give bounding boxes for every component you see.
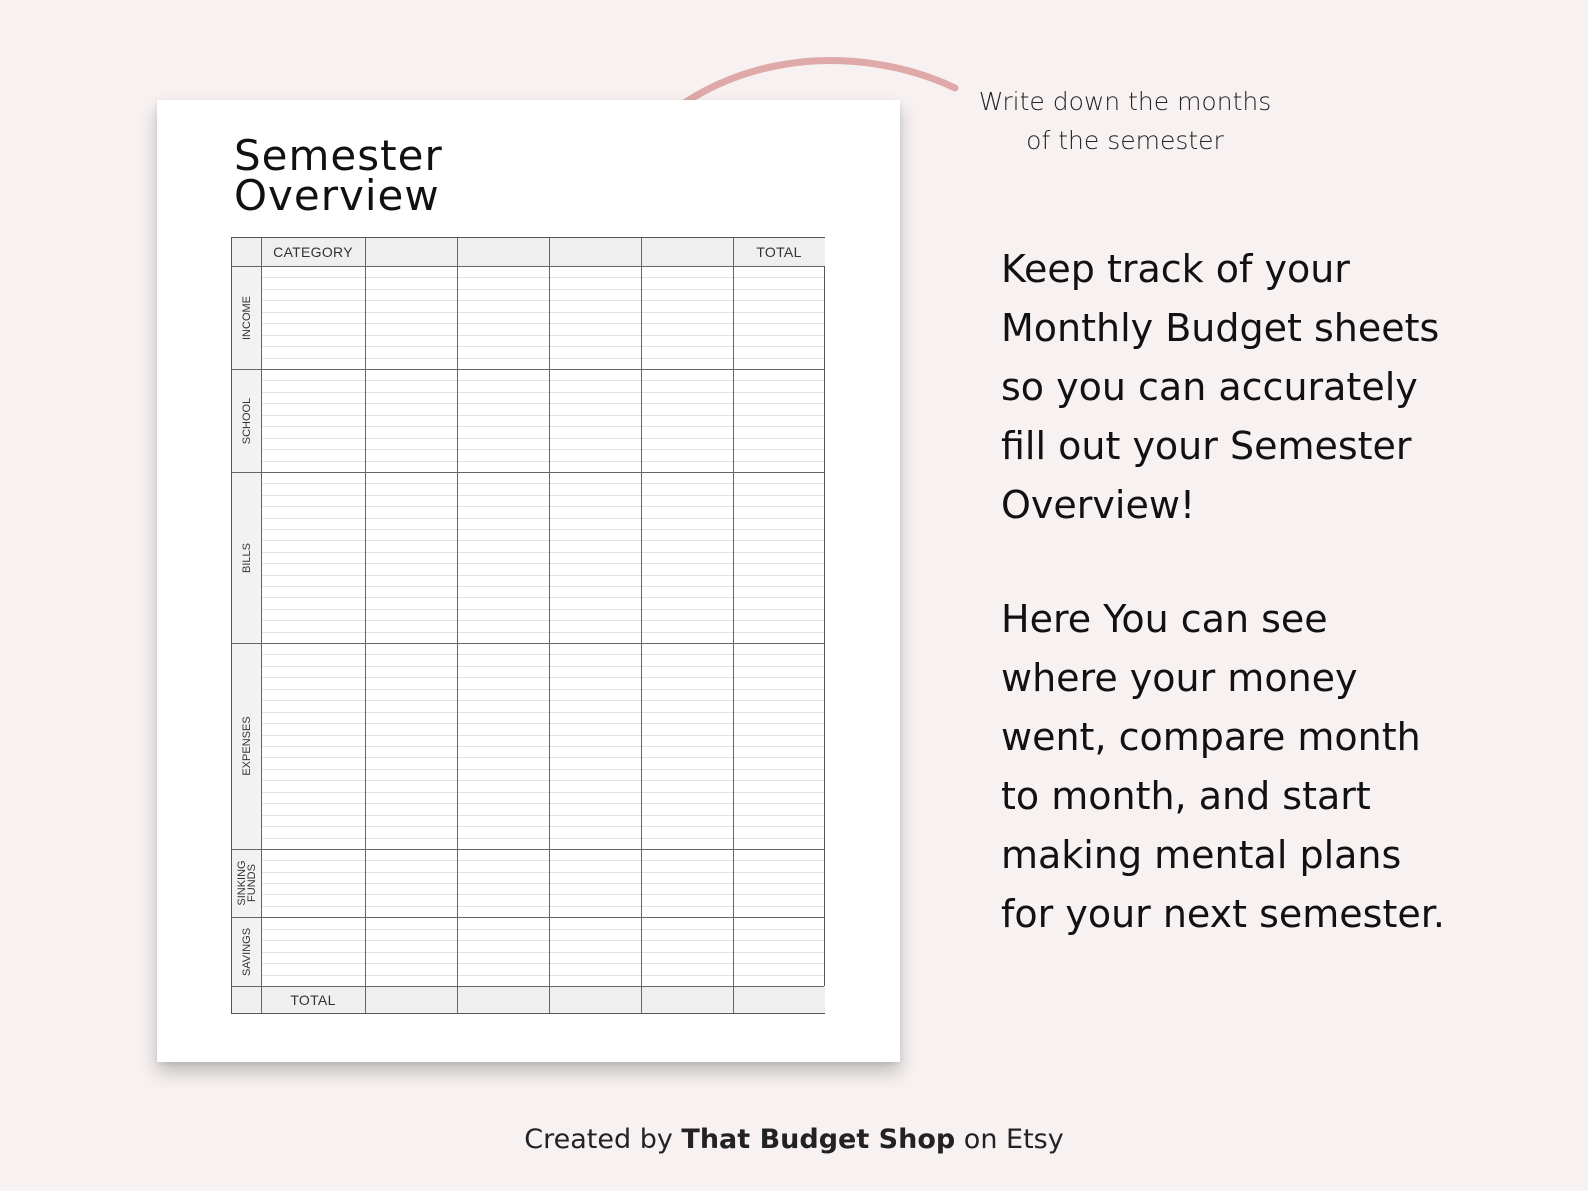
footer-total-label: TOTAL (290, 991, 336, 1008)
footer-cell (733, 986, 825, 1013)
credit-suffix: on Etsy (955, 1124, 1064, 1155)
row-line (261, 792, 824, 793)
row-line (261, 826, 824, 827)
row-line (261, 677, 824, 678)
header-category-label: CATEGORY (273, 244, 353, 260)
row-line (261, 277, 824, 278)
row-line (261, 358, 824, 359)
row-line (261, 860, 824, 861)
column-line (261, 238, 262, 1013)
row-line (261, 803, 824, 804)
row-line (261, 666, 824, 667)
worksheet-page (157, 100, 900, 1062)
row-line (261, 815, 824, 816)
footer-corner-cell (232, 986, 261, 1013)
row-line (261, 780, 824, 781)
row-line (261, 952, 824, 953)
column-line (365, 238, 366, 1013)
section-expenses-label: EXPENSES (240, 716, 253, 776)
footer-cell (457, 986, 549, 1013)
column-line (549, 238, 550, 1013)
credit-prefix: Created by (524, 1124, 682, 1155)
section-border (232, 986, 824, 987)
row-line (261, 483, 824, 484)
section-label-cell (232, 472, 261, 643)
row-line (261, 757, 824, 758)
row-line (261, 346, 824, 347)
section-border (232, 917, 824, 918)
row-line (261, 518, 824, 519)
row-line (261, 403, 824, 404)
credit-line (0, 1124, 1588, 1155)
header-month-cell (365, 238, 457, 266)
column-line (457, 238, 458, 1013)
row-line (261, 449, 824, 450)
row-line (261, 438, 824, 439)
row-line (261, 586, 824, 587)
row-line (261, 506, 824, 507)
row-line (261, 380, 824, 381)
row-line (261, 609, 824, 610)
footer-total-cell (261, 986, 365, 1013)
row-line (261, 872, 824, 873)
row-line (261, 426, 824, 427)
row-line (261, 894, 824, 895)
row-line (261, 906, 824, 907)
annotation-note (960, 82, 1290, 160)
section-border (232, 266, 824, 267)
row-line (261, 323, 824, 324)
row-line (261, 746, 824, 747)
header-corner-cell (232, 238, 261, 266)
section-label-cell (232, 266, 261, 369)
row-line (261, 632, 824, 633)
row-line (261, 712, 824, 713)
row-line (261, 335, 824, 336)
row-line (261, 552, 824, 553)
row-line (261, 735, 824, 736)
section-border (232, 643, 824, 644)
row-line (261, 700, 824, 701)
row-line (261, 975, 824, 976)
row-line (261, 495, 824, 496)
semester-overview-table (231, 237, 825, 1014)
row-line (261, 883, 824, 884)
row-line (261, 838, 824, 839)
column-line (641, 238, 642, 1013)
shop-name: That Budget Shop (681, 1124, 956, 1155)
section-label-cell (232, 369, 261, 472)
title-line-2: Overview (234, 171, 440, 220)
section-school-label: SCHOOL (240, 397, 253, 444)
footer-cell (641, 986, 733, 1013)
page-title (234, 131, 443, 220)
header-month-cell (457, 238, 549, 266)
row-line (261, 461, 824, 462)
row-line (261, 529, 824, 530)
row-line (261, 563, 824, 564)
description-paragraph-1: Keep track of your Monthly Budget sheets so you can accurately fill out your Semester Overview! (1001, 247, 1440, 527)
footer-cell (365, 986, 457, 1013)
header-total-label: TOTAL (756, 244, 802, 260)
row-line (261, 940, 824, 941)
section-sinking-funds-label: SINKING FUNDS (235, 860, 258, 906)
header-category-cell (261, 238, 365, 266)
row-line (261, 689, 824, 690)
annotation-line-1: Write down the months (978, 87, 1272, 116)
annotation-line-2: of the semester (1026, 126, 1224, 155)
header-month-cell (549, 238, 641, 266)
row-line (261, 620, 824, 621)
row-line (261, 415, 824, 416)
footer-cell (549, 986, 641, 1013)
row-line (261, 929, 824, 930)
section-border (232, 472, 824, 473)
section-label-cell (232, 917, 261, 986)
row-line (261, 540, 824, 541)
row-line (261, 289, 824, 290)
row-line (261, 723, 824, 724)
section-savings-label: SAVINGS (240, 927, 253, 976)
row-line (261, 597, 824, 598)
header-total-cell (733, 238, 825, 266)
section-border (232, 849, 824, 850)
column-line (733, 238, 734, 1013)
row-line (261, 769, 824, 770)
row-line (261, 392, 824, 393)
row-line (261, 963, 824, 964)
title-line-1: Semester (234, 131, 443, 180)
section-label-cell (232, 643, 261, 849)
row-line (261, 575, 824, 576)
row-line (261, 312, 824, 313)
description-paragraph-2: Here You can see where your money went, compare month to month, and start making mental plans for your next semester. (1001, 597, 1445, 936)
header-month-cell (641, 238, 733, 266)
row-line (261, 654, 824, 655)
row-line (261, 300, 824, 301)
section-border (232, 369, 824, 370)
section-income-label: INCOME (240, 295, 253, 340)
section-label-cell (232, 849, 261, 917)
section-bills-label: BILLS (240, 542, 253, 573)
